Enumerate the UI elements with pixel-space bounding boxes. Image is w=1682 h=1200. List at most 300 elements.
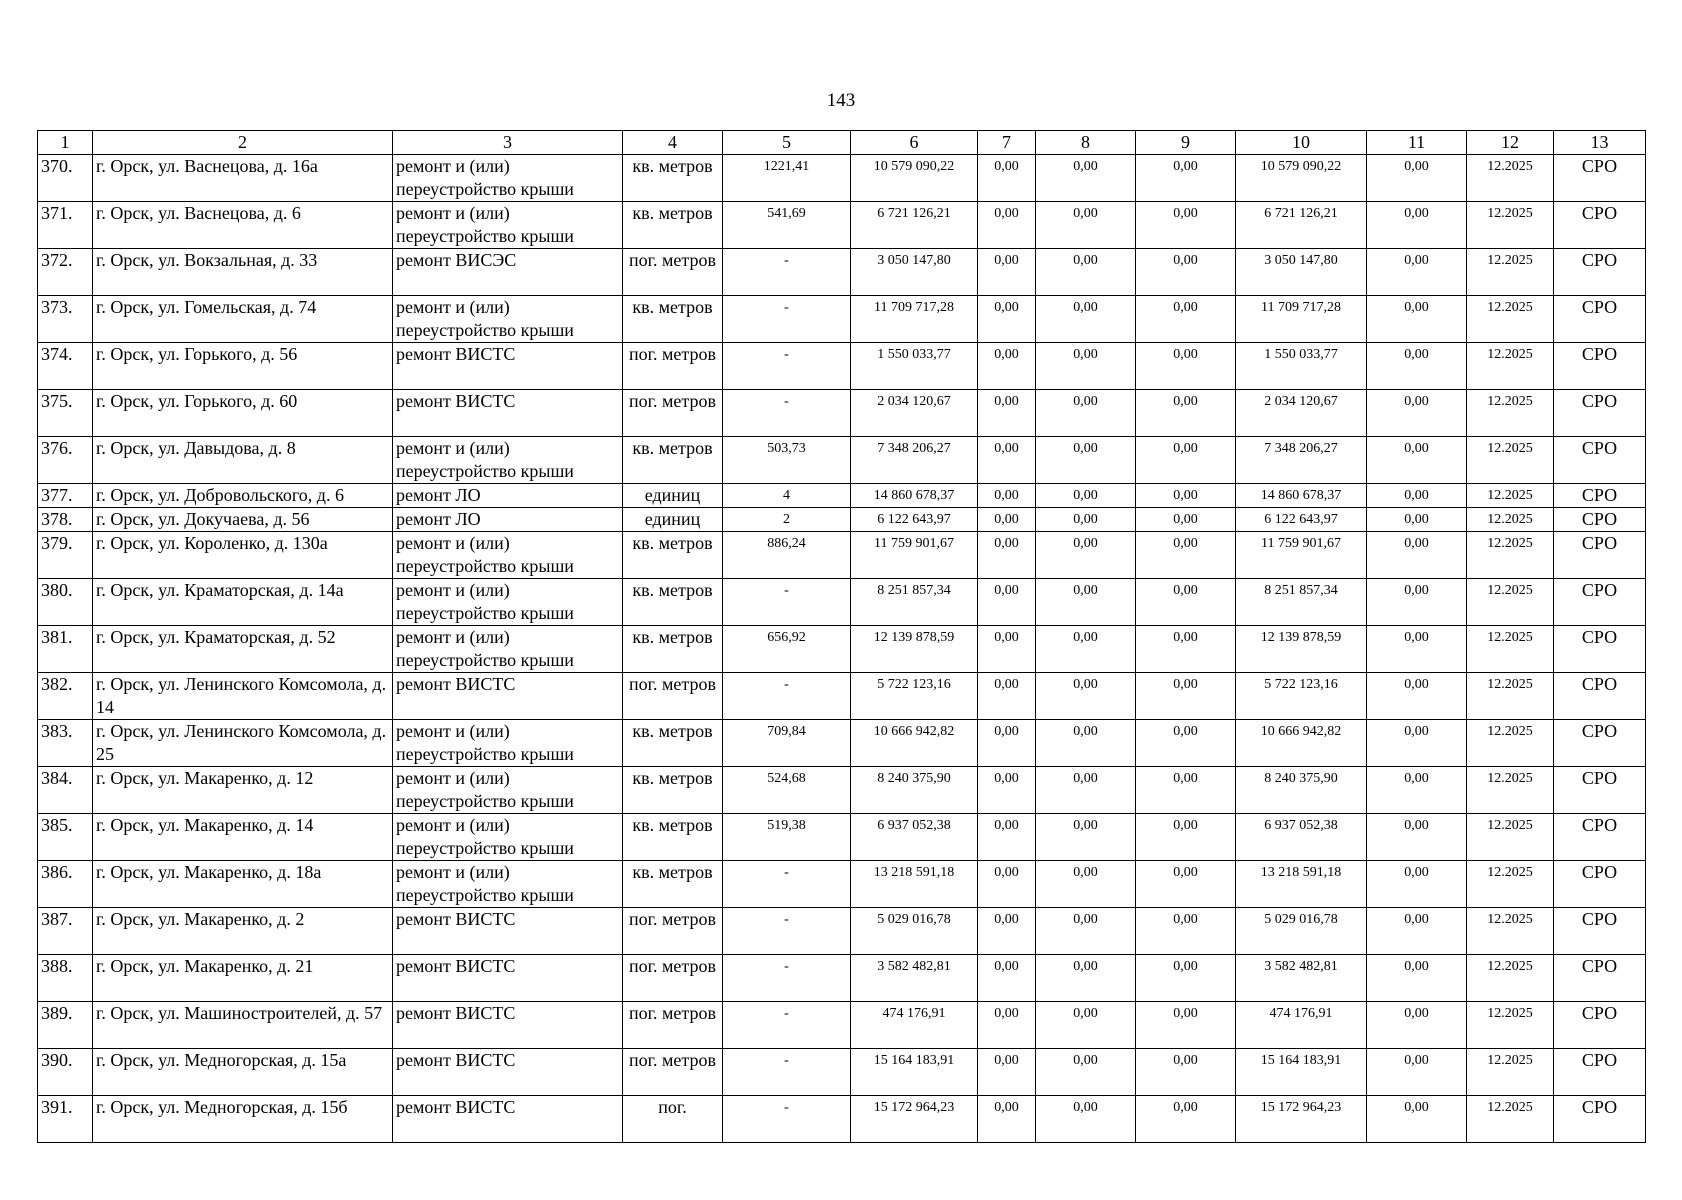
volume-cell: 1221,41 [723, 155, 851, 202]
completion-date-cell: 12.2025 [1467, 767, 1554, 814]
unit-cell: кв. метров [623, 720, 723, 767]
table-row [38, 673, 1646, 720]
cost-col-8-cell: 0,00 [1036, 814, 1136, 861]
row-number-cell: 373. [38, 296, 93, 343]
cost-col-7-cell: 0,00 [978, 673, 1036, 720]
unit-cell: кв. метров [623, 437, 723, 484]
table-row [38, 249, 1646, 296]
header-cell: 8 [1036, 131, 1136, 155]
table-row [38, 1002, 1646, 1049]
cost-col-11-cell: 0,00 [1367, 343, 1467, 390]
work-type-cell: ремонт ВИСТС [393, 908, 623, 955]
cost-col-11-cell: 0,00 [1367, 484, 1467, 508]
cost-col-9-cell: 0,00 [1136, 955, 1236, 1002]
executor-cell: СРО [1554, 861, 1646, 908]
cost-col-8-cell: 0,00 [1036, 673, 1136, 720]
row-number-cell: 377. [38, 484, 93, 508]
row-number-cell: 388. [38, 955, 93, 1002]
address-cell: г. Орск, ул. Макаренко, д. 18а [93, 861, 393, 908]
address-cell: г. Орск, ул. Короленко, д. 130а [93, 532, 393, 579]
total-cost-cell: 14 860 678,37 [851, 484, 978, 508]
unit-cell: пог. метров [623, 955, 723, 1002]
cost-col-11-cell: 0,00 [1367, 814, 1467, 861]
cost-col-7-cell: 0,00 [978, 1002, 1036, 1049]
table-row [38, 767, 1646, 814]
total-cost-cell: 6 937 052,38 [851, 814, 978, 861]
cost-col-11-cell: 0,00 [1367, 508, 1467, 532]
cost-col-9-cell: 0,00 [1136, 249, 1236, 296]
cost-col-7-cell: 0,00 [978, 202, 1036, 249]
address-cell: г. Орск, ул. Гомельская, д. 74 [93, 296, 393, 343]
cost-col-7-cell: 0,00 [978, 626, 1036, 673]
address-cell: г. Орск, ул. Ленинского Комсомола, д. 14 [93, 673, 393, 720]
volume-cell: - [723, 1002, 851, 1049]
header-cell: 2 [93, 131, 393, 155]
cost-col-10-cell: 8 240 375,90 [1236, 767, 1367, 814]
executor-cell: СРО [1554, 296, 1646, 343]
row-number-cell: 374. [38, 343, 93, 390]
volume-cell: - [723, 343, 851, 390]
unit-cell: пог. метров [623, 1049, 723, 1096]
cost-col-9-cell: 0,00 [1136, 579, 1236, 626]
completion-date-cell: 12.2025 [1467, 673, 1554, 720]
work-type-cell: ремонт ВИСТС [393, 343, 623, 390]
total-cost-cell: 3 050 147,80 [851, 249, 978, 296]
work-type-cell: ремонт ВИСТС [393, 1096, 623, 1143]
executor-cell: СРО [1554, 1002, 1646, 1049]
completion-date-cell: 12.2025 [1467, 814, 1554, 861]
cost-col-8-cell: 0,00 [1036, 955, 1136, 1002]
cost-col-8-cell: 0,00 [1036, 861, 1136, 908]
cost-col-7-cell: 0,00 [978, 390, 1036, 437]
unit-cell: кв. метров [623, 626, 723, 673]
work-type-cell: ремонт ВИСТС [393, 1002, 623, 1049]
total-cost-cell: 5 722 123,16 [851, 673, 978, 720]
address-cell: г. Орск, ул. Макаренко, д. 2 [93, 908, 393, 955]
cost-col-10-cell: 7 348 206,27 [1236, 437, 1367, 484]
completion-date-cell: 12.2025 [1467, 390, 1554, 437]
unit-cell: кв. метров [623, 532, 723, 579]
total-cost-cell: 1 550 033,77 [851, 343, 978, 390]
row-number-cell: 386. [38, 861, 93, 908]
work-type-cell: ремонт и (или) переустройство крыши [393, 814, 623, 861]
volume-cell: - [723, 908, 851, 955]
table-row [38, 1096, 1646, 1143]
executor-cell: СРО [1554, 155, 1646, 202]
executor-cell: СРО [1554, 202, 1646, 249]
executor-cell: СРО [1554, 437, 1646, 484]
unit-cell: пог. метров [623, 390, 723, 437]
work-type-cell: ремонт и (или) переустройство крыши [393, 767, 623, 814]
row-number-cell: 389. [38, 1002, 93, 1049]
cost-col-8-cell: 0,00 [1036, 249, 1136, 296]
unit-cell: единиц [623, 484, 723, 508]
total-cost-cell: 11 709 717,28 [851, 296, 978, 343]
cost-col-10-cell: 8 251 857,34 [1236, 579, 1367, 626]
work-type-cell: ремонт ЛО [393, 484, 623, 508]
unit-cell: кв. метров [623, 155, 723, 202]
page-number: 143 [826, 90, 856, 111]
header-cell: 6 [851, 131, 978, 155]
executor-cell: СРО [1554, 484, 1646, 508]
address-cell: г. Орск, ул. Ленинского Комсомола, д. 25 [93, 720, 393, 767]
address-cell: г. Орск, ул. Медногорская, д. 15а [93, 1049, 393, 1096]
total-cost-cell: 13 218 591,18 [851, 861, 978, 908]
row-number-cell: 376. [38, 437, 93, 484]
cost-col-9-cell: 0,00 [1136, 343, 1236, 390]
cost-col-9-cell: 0,00 [1136, 673, 1236, 720]
row-number-cell: 382. [38, 673, 93, 720]
cost-col-10-cell: 12 139 878,59 [1236, 626, 1367, 673]
total-cost-cell: 6 721 126,21 [851, 202, 978, 249]
row-number-cell: 372. [38, 249, 93, 296]
table-row [38, 626, 1646, 673]
cost-col-9-cell: 0,00 [1136, 626, 1236, 673]
cost-col-9-cell: 0,00 [1136, 508, 1236, 532]
cost-col-10-cell: 11 709 717,28 [1236, 296, 1367, 343]
unit-cell: пог. метров [623, 249, 723, 296]
table-row [38, 296, 1646, 343]
cost-col-11-cell: 0,00 [1367, 437, 1467, 484]
completion-date-cell: 12.2025 [1467, 249, 1554, 296]
cost-col-9-cell: 0,00 [1136, 814, 1236, 861]
cost-col-10-cell: 13 218 591,18 [1236, 861, 1367, 908]
unit-cell: кв. метров [623, 579, 723, 626]
unit-cell: кв. метров [623, 861, 723, 908]
executor-cell: СРО [1554, 343, 1646, 390]
completion-date-cell: 12.2025 [1467, 437, 1554, 484]
work-type-cell: ремонт ЛО [393, 508, 623, 532]
volume-cell: - [723, 296, 851, 343]
cost-col-10-cell: 5 029 016,78 [1236, 908, 1367, 955]
cost-col-11-cell: 0,00 [1367, 955, 1467, 1002]
volume-cell: 503,73 [723, 437, 851, 484]
table-row [38, 202, 1646, 249]
row-number-cell: 378. [38, 508, 93, 532]
address-cell: г. Орск, ул. Васнецова, д. 6 [93, 202, 393, 249]
work-type-cell: ремонт и (или) переустройство крыши [393, 720, 623, 767]
volume-cell: 541,69 [723, 202, 851, 249]
volume-cell: 524,68 [723, 767, 851, 814]
cost-col-11-cell: 0,00 [1367, 720, 1467, 767]
row-number-cell: 390. [38, 1049, 93, 1096]
unit-cell: пог. [623, 1096, 723, 1143]
row-number-cell: 370. [38, 155, 93, 202]
volume-cell: - [723, 1096, 851, 1143]
cost-col-9-cell: 0,00 [1136, 767, 1236, 814]
executor-cell: СРО [1554, 532, 1646, 579]
executor-cell: СРО [1554, 626, 1646, 673]
total-cost-cell: 15 172 964,23 [851, 1096, 978, 1143]
work-type-cell: ремонт ВИСТС [393, 390, 623, 437]
total-cost-cell: 474 176,91 [851, 1002, 978, 1049]
cost-col-8-cell: 0,00 [1036, 437, 1136, 484]
unit-cell: кв. метров [623, 814, 723, 861]
row-number-cell: 375. [38, 390, 93, 437]
total-cost-cell: 8 251 857,34 [851, 579, 978, 626]
table-row [38, 720, 1646, 767]
cost-col-10-cell: 6 937 052,38 [1236, 814, 1367, 861]
cost-col-7-cell: 0,00 [978, 1096, 1036, 1143]
row-number-cell: 381. [38, 626, 93, 673]
completion-date-cell: 12.2025 [1467, 484, 1554, 508]
address-cell: г. Орск, ул. Макаренко, д. 12 [93, 767, 393, 814]
total-cost-cell: 10 579 090,22 [851, 155, 978, 202]
cost-col-10-cell: 1 550 033,77 [1236, 343, 1367, 390]
cost-col-8-cell: 0,00 [1036, 579, 1136, 626]
volume-cell: 709,84 [723, 720, 851, 767]
work-type-cell: ремонт и (или) переустройство крыши [393, 437, 623, 484]
work-type-cell: ремонт и (или) переустройство крыши [393, 296, 623, 343]
cost-col-10-cell: 5 722 123,16 [1236, 673, 1367, 720]
address-cell: г. Орск, ул. Горького, д. 56 [93, 343, 393, 390]
row-number-cell: 384. [38, 767, 93, 814]
cost-col-8-cell: 0,00 [1036, 202, 1136, 249]
cost-col-8-cell: 0,00 [1036, 155, 1136, 202]
table-row [38, 437, 1646, 484]
cost-col-9-cell: 0,00 [1136, 720, 1236, 767]
completion-date-cell: 12.2025 [1467, 579, 1554, 626]
cost-col-8-cell: 0,00 [1036, 1096, 1136, 1143]
completion-date-cell: 12.2025 [1467, 508, 1554, 532]
cost-col-9-cell: 0,00 [1136, 532, 1236, 579]
unit-cell: кв. метров [623, 202, 723, 249]
address-cell: г. Орск, ул. Машиностроителей, д. 57 [93, 1002, 393, 1049]
cost-col-7-cell: 0,00 [978, 720, 1036, 767]
completion-date-cell: 12.2025 [1467, 296, 1554, 343]
cost-col-9-cell: 0,00 [1136, 155, 1236, 202]
cost-col-11-cell: 0,00 [1367, 1002, 1467, 1049]
address-cell: г. Орск, ул. Вокзальная, д. 33 [93, 249, 393, 296]
cost-col-10-cell: 15 172 964,23 [1236, 1096, 1367, 1143]
cost-col-11-cell: 0,00 [1367, 296, 1467, 343]
cost-col-7-cell: 0,00 [978, 861, 1036, 908]
completion-date-cell: 12.2025 [1467, 720, 1554, 767]
table-row [38, 390, 1646, 437]
cost-col-11-cell: 0,00 [1367, 390, 1467, 437]
completion-date-cell: 12.2025 [1467, 155, 1554, 202]
completion-date-cell: 12.2025 [1467, 908, 1554, 955]
cost-col-11-cell: 0,00 [1367, 249, 1467, 296]
cost-col-9-cell: 0,00 [1136, 1002, 1236, 1049]
repair-program-table [37, 130, 1646, 1143]
executor-cell: СРО [1554, 955, 1646, 1002]
executor-cell: СРО [1554, 249, 1646, 296]
total-cost-cell: 2 034 120,67 [851, 390, 978, 437]
cost-col-10-cell: 14 860 678,37 [1236, 484, 1367, 508]
unit-cell: пог. метров [623, 908, 723, 955]
cost-col-10-cell: 3 582 482,81 [1236, 955, 1367, 1002]
address-cell: г. Орск, ул. Горького, д. 60 [93, 390, 393, 437]
volume-cell: - [723, 579, 851, 626]
work-type-cell: ремонт и (или) переустройство крыши [393, 202, 623, 249]
cost-col-8-cell: 0,00 [1036, 532, 1136, 579]
executor-cell: СРО [1554, 720, 1646, 767]
cost-col-7-cell: 0,00 [978, 814, 1036, 861]
work-type-cell: ремонт и (или) переустройство крыши [393, 626, 623, 673]
row-number-cell: 383. [38, 720, 93, 767]
row-number-cell: 387. [38, 908, 93, 955]
cost-col-8-cell: 0,00 [1036, 343, 1136, 390]
total-cost-cell: 7 348 206,27 [851, 437, 978, 484]
cost-col-10-cell: 15 164 183,91 [1236, 1049, 1367, 1096]
unit-cell: пог. метров [623, 343, 723, 390]
volume-cell: 4 [723, 484, 851, 508]
cost-col-10-cell: 11 759 901,67 [1236, 532, 1367, 579]
total-cost-cell: 12 139 878,59 [851, 626, 978, 673]
header-cell: 7 [978, 131, 1036, 155]
cost-col-11-cell: 0,00 [1367, 532, 1467, 579]
table-row [38, 814, 1646, 861]
volume-cell: - [723, 249, 851, 296]
completion-date-cell: 12.2025 [1467, 1049, 1554, 1096]
executor-cell: СРО [1554, 390, 1646, 437]
completion-date-cell: 12.2025 [1467, 861, 1554, 908]
cost-col-10-cell: 6 122 643,97 [1236, 508, 1367, 532]
cost-col-9-cell: 0,00 [1136, 861, 1236, 908]
cost-col-11-cell: 0,00 [1367, 155, 1467, 202]
cost-col-10-cell: 2 034 120,67 [1236, 390, 1367, 437]
cost-col-8-cell: 0,00 [1036, 296, 1136, 343]
cost-col-11-cell: 0,00 [1367, 908, 1467, 955]
volume-cell: - [723, 673, 851, 720]
table-row [38, 908, 1646, 955]
row-number-cell: 380. [38, 579, 93, 626]
volume-cell: - [723, 861, 851, 908]
row-number-cell: 385. [38, 814, 93, 861]
cost-col-10-cell: 6 721 126,21 [1236, 202, 1367, 249]
address-cell: г. Орск, ул. Медногорская, д. 15б [93, 1096, 393, 1143]
header-cell: 4 [623, 131, 723, 155]
cost-col-8-cell: 0,00 [1036, 908, 1136, 955]
cost-col-7-cell: 0,00 [978, 343, 1036, 390]
executor-cell: СРО [1554, 767, 1646, 814]
table-row [38, 155, 1646, 202]
table-row [38, 484, 1646, 508]
cost-col-10-cell: 474 176,91 [1236, 1002, 1367, 1049]
unit-cell: пог. метров [623, 673, 723, 720]
work-type-cell: ремонт ВИСТС [393, 955, 623, 1002]
table-row [38, 955, 1646, 1002]
cost-col-8-cell: 0,00 [1036, 484, 1136, 508]
cost-col-11-cell: 0,00 [1367, 579, 1467, 626]
total-cost-cell: 3 582 482,81 [851, 955, 978, 1002]
row-number-cell: 379. [38, 532, 93, 579]
executor-cell: СРО [1554, 1096, 1646, 1143]
table-row [38, 508, 1646, 532]
volume-cell: - [723, 955, 851, 1002]
completion-date-cell: 12.2025 [1467, 343, 1554, 390]
total-cost-cell: 11 759 901,67 [851, 532, 978, 579]
address-cell: г. Орск, ул. Макаренко, д. 21 [93, 955, 393, 1002]
cost-col-9-cell: 0,00 [1136, 1096, 1236, 1143]
header-cell: 9 [1136, 131, 1236, 155]
header-cell: 12 [1467, 131, 1554, 155]
total-cost-cell: 15 164 183,91 [851, 1049, 978, 1096]
completion-date-cell: 12.2025 [1467, 1002, 1554, 1049]
work-type-cell: ремонт ВИСТС [393, 1049, 623, 1096]
unit-cell: кв. метров [623, 767, 723, 814]
table-row [38, 1049, 1646, 1096]
header-cell: 10 [1236, 131, 1367, 155]
cost-col-7-cell: 0,00 [978, 437, 1036, 484]
executor-cell: СРО [1554, 579, 1646, 626]
volume-cell: - [723, 1049, 851, 1096]
cost-col-7-cell: 0,00 [978, 484, 1036, 508]
completion-date-cell: 12.2025 [1467, 202, 1554, 249]
cost-col-8-cell: 0,00 [1036, 720, 1136, 767]
cost-col-7-cell: 0,00 [978, 767, 1036, 814]
cost-col-10-cell: 10 579 090,22 [1236, 155, 1367, 202]
address-cell: г. Орск, ул. Макаренко, д. 14 [93, 814, 393, 861]
completion-date-cell: 12.2025 [1467, 1096, 1554, 1143]
cost-col-7-cell: 0,00 [978, 508, 1036, 532]
total-cost-cell: 5 029 016,78 [851, 908, 978, 955]
work-type-cell: ремонт и (или) переустройство крыши [393, 155, 623, 202]
volume-cell: 656,92 [723, 626, 851, 673]
header-cell: 3 [393, 131, 623, 155]
address-cell: г. Орск, ул. Давыдова, д. 8 [93, 437, 393, 484]
volume-cell: - [723, 390, 851, 437]
cost-col-8-cell: 0,00 [1036, 626, 1136, 673]
cost-col-11-cell: 0,00 [1367, 861, 1467, 908]
executor-cell: СРО [1554, 908, 1646, 955]
row-number-cell: 371. [38, 202, 93, 249]
address-cell: г. Орск, ул. Докучаева, д. 56 [93, 508, 393, 532]
work-type-cell: ремонт и (или) переустройство крыши [393, 579, 623, 626]
address-cell: г. Орск, ул. Краматорская, д. 52 [93, 626, 393, 673]
total-cost-cell: 8 240 375,90 [851, 767, 978, 814]
table-header-row [38, 131, 1646, 155]
cost-col-7-cell: 0,00 [978, 155, 1036, 202]
cost-col-7-cell: 0,00 [978, 955, 1036, 1002]
cost-col-8-cell: 0,00 [1036, 508, 1136, 532]
work-type-cell: ремонт ВИСТС [393, 673, 623, 720]
header-cell: 11 [1367, 131, 1467, 155]
work-type-cell: ремонт и (или) переустройство крыши [393, 861, 623, 908]
work-type-cell: ремонт ВИСЭС [393, 249, 623, 296]
table-row [38, 532, 1646, 579]
completion-date-cell: 12.2025 [1467, 532, 1554, 579]
volume-cell: 886,24 [723, 532, 851, 579]
cost-col-11-cell: 0,00 [1367, 202, 1467, 249]
cost-col-7-cell: 0,00 [978, 579, 1036, 626]
executor-cell: СРО [1554, 814, 1646, 861]
total-cost-cell: 6 122 643,97 [851, 508, 978, 532]
unit-cell: единиц [623, 508, 723, 532]
cost-col-10-cell: 3 050 147,80 [1236, 249, 1367, 296]
cost-col-11-cell: 0,00 [1367, 1049, 1467, 1096]
header-cell: 1 [38, 131, 93, 155]
executor-cell: СРО [1554, 508, 1646, 532]
cost-col-7-cell: 0,00 [978, 532, 1036, 579]
cost-col-8-cell: 0,00 [1036, 767, 1136, 814]
executor-cell: СРО [1554, 673, 1646, 720]
cost-col-7-cell: 0,00 [978, 249, 1036, 296]
table-row [38, 579, 1646, 626]
cost-col-11-cell: 0,00 [1367, 767, 1467, 814]
table-row [38, 343, 1646, 390]
cost-col-9-cell: 0,00 [1136, 908, 1236, 955]
cost-col-8-cell: 0,00 [1036, 1002, 1136, 1049]
address-cell: г. Орск, ул. Краматорская, д. 14а [93, 579, 393, 626]
cost-col-9-cell: 0,00 [1136, 1049, 1236, 1096]
volume-cell: 2 [723, 508, 851, 532]
unit-cell: пог. метров [623, 1002, 723, 1049]
header-cell: 13 [1554, 131, 1646, 155]
table-row [38, 861, 1646, 908]
cost-col-9-cell: 0,00 [1136, 390, 1236, 437]
